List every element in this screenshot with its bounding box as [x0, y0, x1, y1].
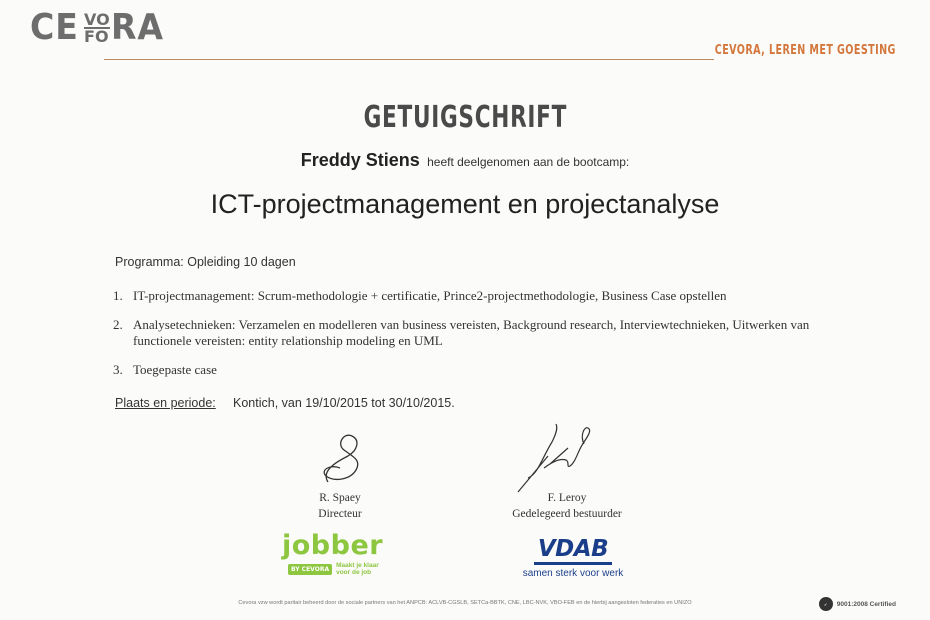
list-item: [113, 288, 843, 304]
certificate-title-text: GETUIGSCHRIFT: [363, 100, 567, 135]
place-period: [115, 396, 455, 410]
cevora-logo: [30, 6, 168, 50]
signer-name: R. Spaey: [319, 492, 361, 504]
list-item-text: Toegepaste case: [133, 362, 217, 377]
jobber-slogan-line2: voor de job: [336, 569, 372, 576]
participant-text: heeft deelgenomen aan de bootcamp:: [427, 155, 630, 169]
place-period-label: Plaats en periode:: [115, 396, 216, 410]
list-item: [113, 362, 843, 378]
jobber-slogan-line1: Maakt je klaar: [336, 562, 379, 569]
iso-seal-icon: ✓: [819, 597, 833, 611]
header-divider: [104, 59, 714, 60]
signer-role: Directeur: [318, 508, 362, 520]
course-title: ICT-projectmanagement en projectanalyse: [210, 189, 720, 219]
logo-vo: VO: [84, 9, 110, 29]
logo-fo: FO: [84, 26, 109, 46]
list-item: [113, 317, 843, 349]
iso-certification: [819, 597, 896, 611]
list-item-number: 3.: [113, 362, 123, 377]
list-item-text: IT-projectmanagement: Scrum-methodologie + certificatie, Prince2-projectmethodologie, Business Case opstellen: [133, 288, 727, 303]
participant-line: [0, 150, 930, 171]
jobber-slogan: [336, 562, 379, 576]
vdab-logo: [518, 536, 628, 586]
certificate-title: [0, 100, 930, 135]
list-item-text: Analysetechnieken: Verzamelen en modelleren van business vereisten, Background research, Interviewtechnieken, Uitwerken van functionele vereisten: entity relationship modeling en UML: [133, 317, 810, 348]
jobber-by-cevora: BY CEVORA: [288, 564, 332, 575]
jobber-logo: [282, 531, 392, 583]
signer-name: F. Leroy: [547, 492, 587, 504]
vdab-slogan: samen sterk voor werk: [522, 568, 624, 579]
logo-ra: RA: [110, 7, 164, 48]
signature-leroy: [508, 418, 608, 496]
vdab-wordmark: VDAB: [534, 536, 612, 565]
signature-spaey: [300, 430, 380, 488]
footer-text: Cevora vzw wordt paritair beheerd door de sociale partners van het ANPCB: ACLVB-CGSLB, SETCa-BBTK, CNE, LBC-NVK, VBO-FEB en de hierbij aangesloten federaties en UNIZO: [238, 600, 692, 606]
signer-spaey: [290, 490, 390, 522]
jobber-sub: [288, 562, 392, 576]
logo-stack: [84, 9, 110, 46]
iso-text: 9001:2008 Certified: [836, 600, 896, 608]
logo-ce: CE: [30, 7, 79, 48]
list-item-number: 1.: [113, 288, 123, 303]
signer-role: Gedelegeerd bestuurder: [512, 508, 622, 520]
place-period-value: Kontich, van 19/10/2015 tot 30/10/2015.: [233, 396, 455, 410]
list-item-number: 2.: [113, 317, 123, 332]
program-list: [113, 288, 843, 391]
jobber-wordmark: jobber: [282, 530, 384, 561]
tagline: CEVORA, LEREN MET GOESTING: [714, 43, 896, 58]
participant-name: Freddy Stiens: [300, 150, 420, 170]
programma: Programma: Opleiding 10 dagen: [115, 255, 296, 269]
signer-leroy: [497, 490, 637, 522]
